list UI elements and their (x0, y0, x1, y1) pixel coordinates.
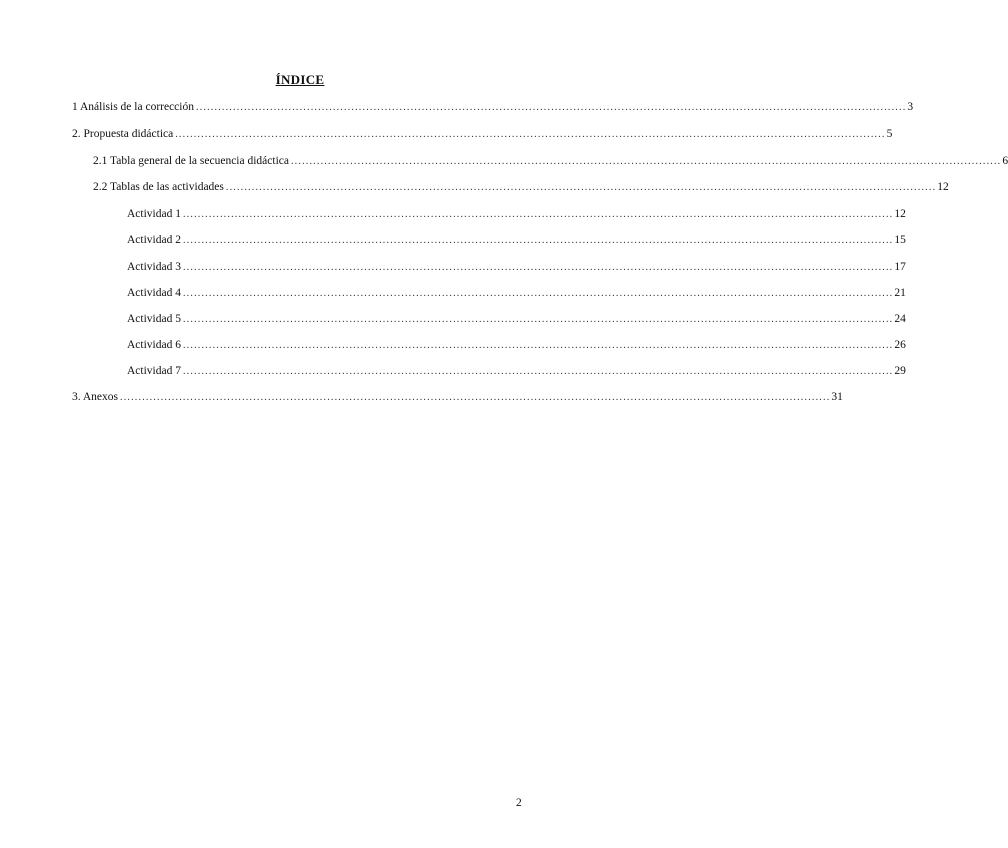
dot-leader: ................................................................................................................................................................................................ (225, 182, 937, 193)
toc-entry[interactable] (72, 127, 893, 141)
toc-entry-label: 3. Anexos (72, 391, 118, 403)
dot-leader: ................................................................................................................................................................................................ (182, 262, 894, 273)
toc-entry-label: Actividad 6 (127, 339, 181, 351)
dot-leader: ................................................................................................................................................................................................ (120, 392, 831, 403)
toc-entry-page: 5 (886, 128, 893, 140)
toc-entry-page: 3 (907, 101, 914, 113)
dot-leader: ................................................................................................................................................................................................ (182, 235, 894, 246)
toc-entry[interactable] (127, 338, 906, 352)
toc-entry-label: Actividad 3 (127, 261, 181, 273)
dot-leader: ................................................................................................................................................................................................ (182, 366, 894, 377)
toc-entry-label: Actividad 2 (127, 234, 181, 246)
toc-entry[interactable] (127, 260, 906, 274)
toc-entry[interactable] (93, 154, 1008, 168)
toc-entry-page: 24 (894, 313, 906, 325)
dot-leader: ................................................................................................................................................................................................ (182, 209, 894, 220)
toc-entry-page: 21 (894, 287, 906, 299)
toc-entry-label: Actividad 7 (127, 365, 181, 377)
toc-entry-page: 31 (831, 391, 843, 403)
toc-entry-label: 1 Análisis de la corrección (72, 101, 194, 113)
toc-entry-label: 2.1 Tabla general de la secuencia didáctica (93, 155, 289, 167)
toc-entry-page: 12 (937, 181, 949, 193)
toc-entry[interactable] (127, 286, 906, 300)
toc-entry[interactable] (127, 312, 906, 326)
page-number: 2 (516, 797, 522, 809)
toc-entry-page: 15 (894, 234, 906, 246)
dot-leader: ................................................................................................................................................................................................ (175, 129, 886, 140)
toc-entry-page: 26 (894, 339, 906, 351)
toc-entry-label: Actividad 1 (127, 208, 181, 220)
toc-entry-label: 2.2 Tablas de las actividades (93, 181, 224, 193)
dot-leader: ................................................................................................................................................................................................ (196, 102, 907, 113)
dot-leader: ................................................................................................................................................................................................ (182, 288, 894, 299)
toc-title: ÍNDICE (275, 72, 325, 87)
toc-entry-page: 6 (1002, 155, 1008, 167)
toc-entry[interactable] (93, 180, 949, 194)
toc-entry-page: 12 (894, 208, 906, 220)
dot-leader: ................................................................................................................................................................................................ (182, 340, 894, 351)
toc-entry-page: 29 (894, 365, 906, 377)
toc-entry[interactable] (72, 100, 914, 114)
toc-entry-label: Actividad 4 (127, 287, 181, 299)
dot-leader: ................................................................................................................................................................................................ (290, 156, 1002, 167)
toc-entry[interactable] (72, 390, 843, 404)
dot-leader: ................................................................................................................................................................................................ (182, 314, 894, 325)
toc-entry[interactable] (127, 364, 906, 378)
toc-entry[interactable] (127, 207, 906, 221)
toc-entry[interactable] (127, 233, 906, 247)
toc-entry-label: 2. Propuesta didáctica (72, 128, 174, 140)
toc-entry-page: 17 (894, 261, 906, 273)
toc-entry-label: Actividad 5 (127, 313, 181, 325)
